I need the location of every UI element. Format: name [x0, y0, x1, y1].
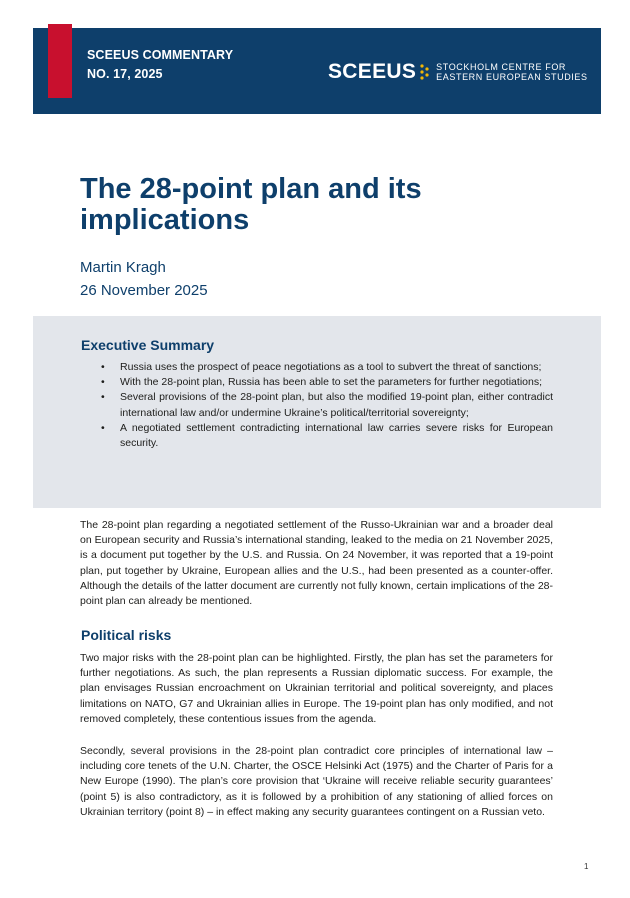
bullet-icon: • — [101, 376, 105, 389]
tagline-line-1: STOCKHOLM CENTRE FOR — [436, 61, 567, 72]
bullet-icon: • — [101, 391, 105, 404]
political-risks-paragraph-1: Two major risks with the 28-point plan can be highlighted. Firstly, the plan has set the parameters for further negotiations. As such, the plan represents a Russian diplomatic success. For example, the plan envisages Russian encroachment on Ukrainian territorial and political sovereignty, and places limitations on NATO, G7 and Ukrainian allies in Europe. The 19-point plan has only modified, and not removed completely, these contentious issues from the agenda. — [80, 652, 553, 725]
publication-date: 26 November 2025 — [80, 282, 208, 299]
tagline-line-2: EASTERN EUROPEAN STUDIES — [436, 72, 588, 82]
executive-summary-heading: Executive Summary — [81, 337, 215, 353]
list-item — [101, 360, 553, 375]
list-item-text: Several provisions of the 28-point plan, but also the modified 19-point plan, either contradict international law and/or undermine Ukraine’s political/territorial sovereignty; — [120, 391, 553, 419]
bullet-icon: • — [101, 361, 105, 373]
series-title: SCEEUS COMMENTARY — [87, 48, 234, 62]
brand-name: SCEEUS — [328, 60, 417, 83]
sceeus-logo — [328, 60, 588, 84]
list-item-text: A negotiated settlement contradicting international law carries severe risks for European security. — [120, 421, 553, 450]
list-item — [101, 421, 553, 451]
intro-paragraph: The 28-point plan regarding a negotiated settlement of the Russo-Ukrainian war and a broader deal on European security and Russia’s international standing, leaked to the media on 21 November 2025, is a document put together by the U.S. and Russia. On 24 November, it was reported that a 19-point plan, put together by Ukraine, European allies and the U.S., had been presented as a counter-offer. Although the details of the latter document are currently not fully known, certain implications of the 28-point plan can already be mentioned. — [80, 519, 553, 608]
brand-tagline — [436, 62, 587, 83]
list-item-text: Russia uses the prospect of peace negotiations as a tool to subvert the threat of sanctions; — [120, 361, 542, 373]
page-number: 1 — [584, 862, 589, 871]
political-risks-heading: Political risks — [81, 627, 172, 643]
byline — [80, 256, 208, 302]
list-item — [101, 390, 553, 420]
series-number: NO. 17, 2025 — [87, 67, 163, 81]
author-name: Martin Kragh — [80, 259, 166, 276]
political-risks-paragraph-2: Secondly, several provisions in the 28-point plan contradict core principles of international law – including core tenets of the U.N. Charter, the OSCE Helsinki Act (1975) and the Charter of Paris for a New Europe (1990). The plan’s core provision that ‘Ukraine will receive reliable security guarantees’ (point 5) is also contradictory, as it is followed by a prohibition of any stationing of allied forces on Ukrainian territory (point 8) – in effect making any security guarantees contingent on a Russian veto. — [80, 745, 553, 818]
series-label — [87, 46, 233, 84]
list-item — [101, 375, 553, 390]
red-accent-tab — [48, 24, 72, 98]
logo-dots-icon — [418, 60, 432, 84]
bullet-icon: • — [101, 421, 105, 434]
list-item-text: With the 28-point plan, Russia has been able to set the parameters for further negotiations; — [120, 376, 542, 389]
page-title: The 28-point plan and its implications — [80, 173, 422, 236]
executive-summary-list — [101, 360, 553, 451]
